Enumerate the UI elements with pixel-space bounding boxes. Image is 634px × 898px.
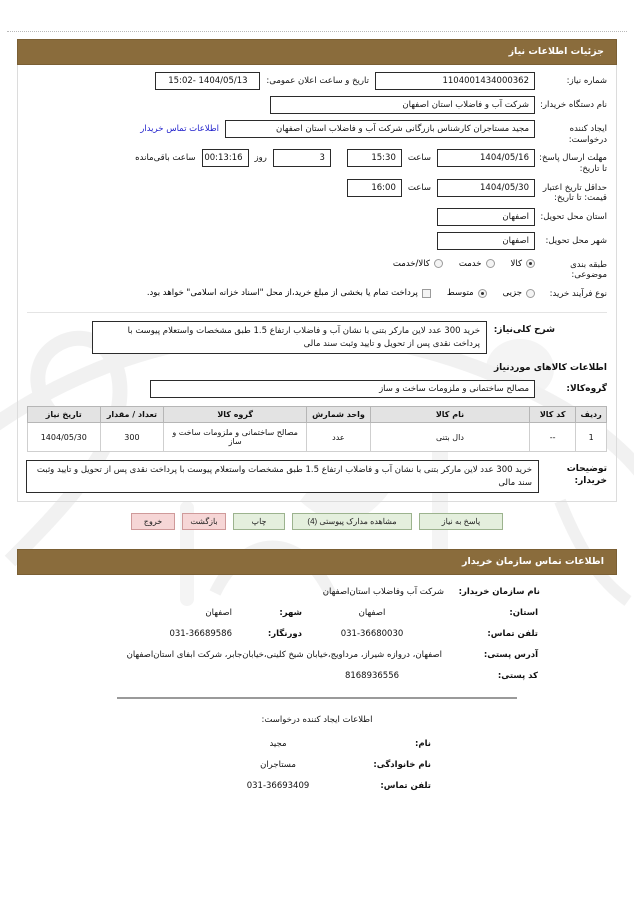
row-deadline xyxy=(27,149,607,174)
row-buyer-notes xyxy=(27,460,607,493)
need-summary-text: خرید 300 عدد لاین مارکر بتنی با نشان آب و فاضلاب ارتفاع 1.5 طبق مشخصات واستعلام پیوست با پرداخت نقدی پس از تحویل و تایید وثبت سند مالی xyxy=(92,321,487,354)
col-date: تاریخ نیاز xyxy=(28,407,101,423)
deadline-time-value: 15:30 xyxy=(347,149,402,167)
row-need-summary xyxy=(27,321,555,354)
cell-group: مصالح ساختمانی و ملزومات ساخت و ساز xyxy=(164,423,307,452)
contact-province-label: استان: xyxy=(509,608,538,618)
process-radio-group xyxy=(135,288,535,298)
row-contact-phone-fax xyxy=(17,629,617,639)
goods-table xyxy=(27,406,607,452)
validity-time-label: ساعت xyxy=(407,182,431,193)
deadline-label: مهلت ارسال پاسخ: تا تاریخ: xyxy=(539,153,607,174)
row-contact-address xyxy=(17,650,617,660)
announce-value: 1404/05/13 -15:02 xyxy=(155,72,260,90)
cell-date: 1404/05/30 xyxy=(28,423,101,452)
contact-address-label: آدرس پستی: xyxy=(483,650,538,660)
category-label: طبقه بندی موضوعی: xyxy=(570,259,607,281)
treasury-docs-checkbox-wrap[interactable] xyxy=(147,288,431,298)
need-details-panel xyxy=(17,65,617,502)
view-attachments-button[interactable]: مشاهده مدارک پیوستی (4) xyxy=(292,513,412,530)
goods-group-label: گروه‌کالا: xyxy=(566,384,607,394)
contact-phone-label: تلفن تماس: xyxy=(487,629,538,639)
contact-postal-value: 8168936556 xyxy=(344,671,400,681)
row-need-number xyxy=(27,72,607,92)
creator-value: مجید مستاجران کارشناس بازرگانی شرکت آب و فاضلاب استان اصفهان xyxy=(225,120,535,138)
province-label: استان محل تحویل: xyxy=(540,211,607,222)
validity-date-value: 1404/05/30 xyxy=(437,179,535,197)
deadline-time-label: ساعت xyxy=(407,153,431,164)
row-contact-postal xyxy=(17,671,617,681)
table-row xyxy=(28,423,607,452)
col-code: کد کالا xyxy=(530,407,576,423)
row-process-type xyxy=(27,285,607,305)
contact-fax-value: 031-36689586 xyxy=(169,629,232,639)
category-option-kala-label: کالا xyxy=(510,258,522,269)
row-delivery-city xyxy=(27,232,607,252)
print-button[interactable]: چاپ xyxy=(233,513,285,530)
buyer-org-label: نام دستگاه خریدار: xyxy=(540,100,607,110)
cell-radif: 1 xyxy=(576,423,607,452)
exit-button[interactable]: خروج xyxy=(131,513,175,530)
validity-time-value: 16:00 xyxy=(347,179,402,197)
buyer-notes-label: توضیحات خریدار: xyxy=(566,464,607,486)
answer-need-button[interactable]: پاسخ به نیاز xyxy=(419,513,503,530)
row-goods-group xyxy=(27,380,607,400)
contact-address-value: اصفهان، دروازه شیراز، مردآویج،خیابان شیخ کلینی،خیابان‌جابر، شرکت آبفای استان‌اصفهان xyxy=(126,650,442,660)
radio-icon-kala-khedmat[interactable] xyxy=(434,259,443,268)
page-root xyxy=(0,31,634,791)
requester-phone-value: 031-36693409 xyxy=(246,781,310,791)
treasury-docs-label: پرداخت تمام یا بخشی از مبلغ خرید،از محل "اسناد خزانه اسلامی" خواهد بود. xyxy=(146,288,418,298)
cell-code: -- xyxy=(530,423,576,452)
goods-section-title: اطلاعات کالاهای موردنیاز xyxy=(493,363,607,373)
col-group: گروه کالا xyxy=(164,407,307,423)
col-unit: واحد شمارش xyxy=(307,407,371,423)
bottom-divider xyxy=(117,697,517,699)
buyer-contact-link[interactable]: اطلاعات تماس خریدار xyxy=(140,124,219,134)
remaining-clock-value: 00:13:16 xyxy=(202,149,249,167)
requester-first-name-value: مجید xyxy=(269,739,287,749)
category-option-khedmat-label: خدمت xyxy=(458,258,482,269)
process-option-jozi-label: جزیی xyxy=(502,288,522,298)
checkbox-icon-treasury-docs[interactable] xyxy=(422,289,431,298)
row-buyer-org xyxy=(27,96,607,116)
remaining-days-value: 3 xyxy=(273,149,331,167)
remaining-days-unit: روز xyxy=(254,153,267,164)
radio-icon-khedmat[interactable] xyxy=(486,259,495,268)
back-button[interactable]: بازگشت xyxy=(182,513,226,530)
need-number-label: شماره نیاز: xyxy=(566,76,607,86)
category-option-kala-khedmat-label: کالا/خدمت xyxy=(392,258,430,269)
requester-last-name-value: مستاجران xyxy=(260,760,296,770)
contact-fax-label: دورنگار: xyxy=(267,629,302,639)
buyer-contact-panel xyxy=(17,575,617,791)
category-option-khedmat[interactable] xyxy=(459,259,495,269)
deadline-date-value: 1404/05/16 xyxy=(437,149,535,167)
requester-section-title: اطلاعات ایجاد کننده درخواست: xyxy=(261,715,373,725)
contact-province-value: اصفهان xyxy=(358,608,386,618)
row-delivery-province xyxy=(27,208,607,228)
need-summary-label: شرح کلی‌نیاز: xyxy=(493,325,555,335)
section-header-buyer-contact: اطلاعات تماس سازمان خریدار xyxy=(17,549,617,575)
remaining-clock-unit: ساعت باقی‌مانده xyxy=(135,153,196,164)
row-requester-first-name xyxy=(17,739,617,749)
category-radio-group xyxy=(381,259,535,269)
buyer-notes-text: خرید 300 عدد لاین مارکر بتنی با نشان آب و فاضلاب ارتفاع 1.5 طبق مشخصات واستعلام پیوست با پرداخت نقدی پس از تحویل و تایید وثبت سند مالی xyxy=(26,460,539,493)
process-option-motavaset[interactable] xyxy=(447,288,487,298)
action-button-bar xyxy=(0,513,634,530)
cell-unit: عدد xyxy=(307,423,371,452)
panel-divider-1 xyxy=(27,312,607,313)
col-name: نام کالا xyxy=(370,407,529,423)
cell-qty: 300 xyxy=(100,423,164,452)
requester-last-name-label: نام خانوادگی: xyxy=(373,760,431,770)
row-requester-phone xyxy=(17,781,617,791)
radio-icon-motavaset[interactable] xyxy=(478,289,487,298)
goods-table-header-row xyxy=(28,407,607,423)
process-option-jozi[interactable] xyxy=(503,288,535,298)
contact-city-label: شهر: xyxy=(279,608,302,618)
process-label: نوع فرآیند خرید: xyxy=(549,289,607,299)
cell-name: دال بتنی xyxy=(370,423,529,452)
validity-label: حداقل تاریخ اعتبار قیمت: تا تاریخ: xyxy=(542,182,607,204)
col-radif: ردیف xyxy=(576,407,607,423)
row-price-validity xyxy=(27,179,607,204)
category-option-kala-khedmat[interactable] xyxy=(393,259,443,269)
goods-group-value: مصالح ساختمانی و ملزومات ساخت و ساز xyxy=(150,380,535,398)
row-category xyxy=(27,256,607,281)
section-header-need-details: جزئیات اطلاعات نیاز xyxy=(17,39,617,65)
row-contact-org xyxy=(17,587,617,597)
contact-city-value: اصفهان xyxy=(205,608,232,618)
row-requester-last-name xyxy=(17,760,617,770)
col-qty: تعداد / مقدار xyxy=(100,407,164,423)
requester-first-name-label: نام: xyxy=(414,739,431,749)
row-contact-province-city xyxy=(17,608,617,618)
contact-org-value: شرکت آب وفاضلاب استان‌اصفهان xyxy=(322,587,444,597)
creator-label: ایجاد کننده درخواست: xyxy=(568,124,607,145)
contact-postal-label: کد پستی: xyxy=(497,671,538,681)
city-label: شهر محل تحویل: xyxy=(545,235,607,246)
contact-org-label: نام سازمان خریدار: xyxy=(458,587,540,597)
requester-phone-label: تلفن تماس: xyxy=(380,781,431,791)
radio-icon-kala[interactable] xyxy=(526,259,535,268)
announce-label: تاریخ و ساعت اعلان عمومی: xyxy=(266,76,369,86)
province-value: اصفهان xyxy=(437,208,535,226)
contact-phone-value: 031-36680030 xyxy=(340,629,404,639)
city-value: اصفهان xyxy=(437,232,535,250)
process-option-motavaset-label: متوسط xyxy=(446,288,474,298)
top-divider xyxy=(7,31,627,32)
radio-icon-jozi[interactable] xyxy=(526,289,535,298)
row-creator xyxy=(27,120,607,145)
category-option-kala[interactable] xyxy=(511,259,535,269)
buyer-org-value: شرکت آب و فاضلاب استان اصفهان xyxy=(270,96,535,114)
need-number-value: 1104001434000362 xyxy=(375,72,535,90)
